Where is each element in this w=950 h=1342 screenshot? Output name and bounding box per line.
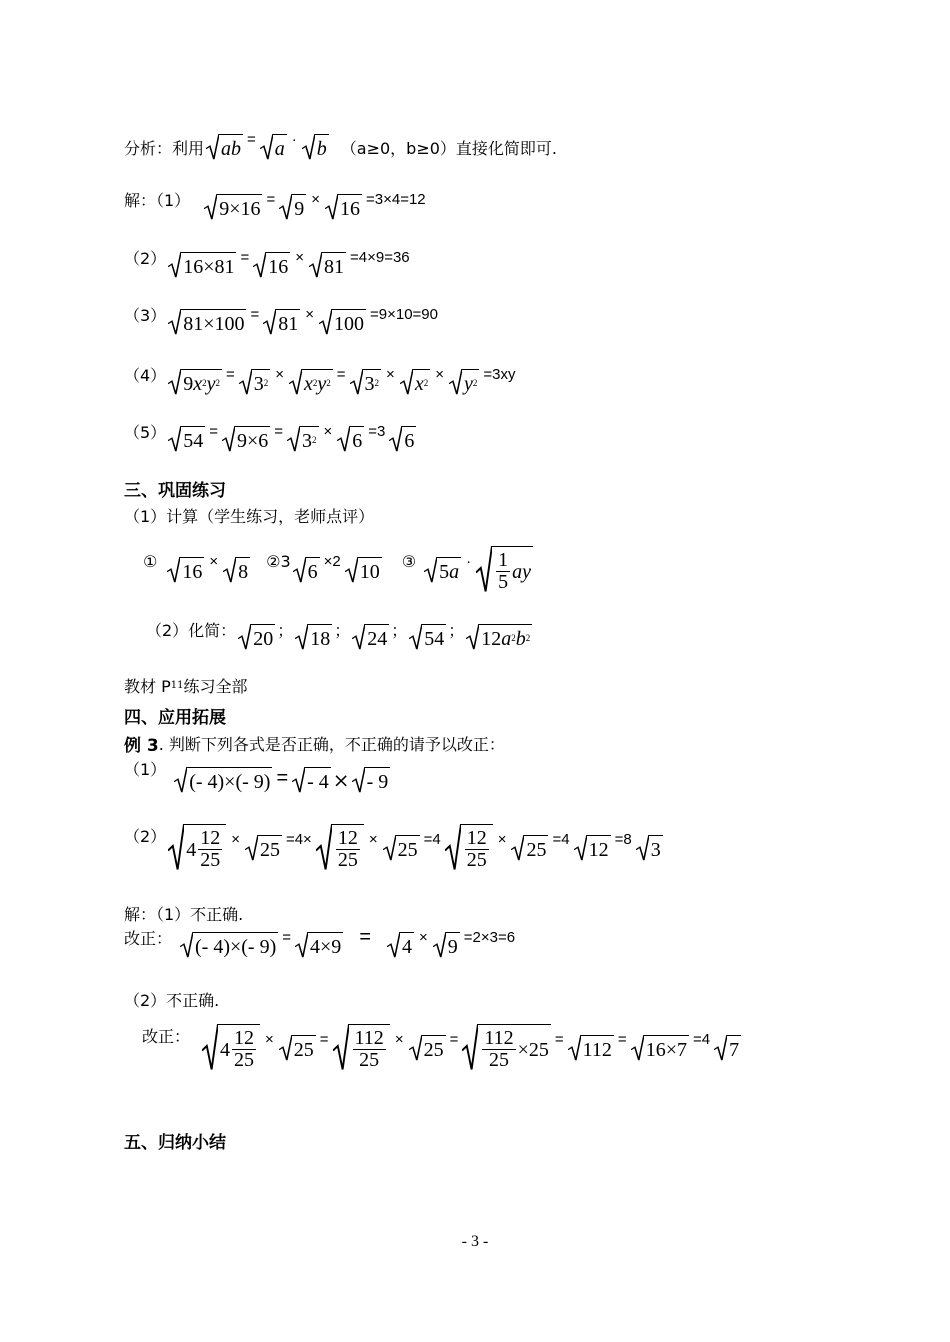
textbook-line <box>124 674 248 697</box>
sqrt-b: b <box>302 134 329 160</box>
section3-item1 <box>124 504 374 527</box>
fix-1-result: =2×3=6 <box>463 928 516 946</box>
practice-calc-line: ① 16 × 8 ②3 6 ×2 10 ③ 5 a · $\frac{1}{5}$ ay <box>143 546 535 593</box>
textbook-sub: 11 <box>170 680 184 691</box>
analysis-condition: （a≥0，b≥0）直接化简即可. <box>340 138 558 158</box>
e2-step-4: =8 <box>614 831 632 848</box>
solution-e1 <box>124 902 243 925</box>
item-num-2: （2） <box>124 248 167 268</box>
solution-e2 <box>124 988 219 1011</box>
analysis-line: 分析：利用 ab = a · b （a≥0，b≥0）直接化简即可. <box>124 130 558 160</box>
solution-3: （3） 81×100 = 81 × 100 =9×10=90 <box>124 309 440 335</box>
fix-1-label: 改正： <box>124 928 173 948</box>
circle-1: ① <box>143 552 158 571</box>
practice-item-1: （1）计算（学生练习，老师点评） <box>124 507 375 526</box>
separator: ； <box>334 620 351 640</box>
sqrt-ab: ab <box>206 134 243 160</box>
example-label: 例 3 <box>124 736 159 756</box>
result-5: =3 <box>368 422 386 440</box>
practice-item-2: （2）化简： <box>146 620 237 640</box>
circle-2: ②3 <box>266 552 291 571</box>
example-1: （1） (- 4)×(- 9) = - 4 × - 9 <box>124 767 392 793</box>
fix-2-label: 改正： <box>142 1027 191 1046</box>
example-line <box>124 731 505 756</box>
item-num-4: （4） <box>124 365 167 385</box>
section3-heading <box>124 476 226 501</box>
heading-3: 三、巩固练习 <box>124 481 226 501</box>
sqrt-a: a <box>260 134 287 160</box>
example-num-2: （2） <box>124 827 167 846</box>
e2-step-3: =4 <box>552 831 570 848</box>
section4-heading <box>124 703 226 728</box>
solution-label: 解：（1） <box>124 190 191 210</box>
result-1: =3×4=12 <box>366 190 426 208</box>
item-num-3: （3） <box>124 305 167 325</box>
example-text: . 判断下列各式是否正确，不正确的请予以改正： <box>158 735 505 754</box>
sol-1-label: 解：（1）不正确. <box>124 905 244 924</box>
sol-2-label: （2）不正确. <box>124 991 220 1010</box>
fix-2-end: =4 <box>692 1031 711 1048</box>
result-3: =9×10=90 <box>370 305 438 323</box>
practice-simplify-line: （2）化简： 20 ； 18 ； 24 ； 54 ； 12 a 2 b 2 <box>146 624 534 650</box>
solution-2: （2） 16×81 = 16 × 81 =4×9=36 <box>124 252 412 278</box>
times-2: ×2 <box>323 553 341 570</box>
textbook-post: 练习全部 <box>183 677 248 696</box>
e2-step-2: =4 <box>423 831 441 848</box>
separator: ； <box>391 620 408 640</box>
page-number: - 3 - <box>461 1233 489 1250</box>
solution-4: （4） 9 x 2 y 2 = 3 2 × x 2 y 2 = 3 2 × x 2 × y 2 =3xy <box>124 369 517 395</box>
textbook-pre: 教材 P <box>124 677 171 696</box>
analysis-prefix: 分析：利用 <box>124 138 205 158</box>
separator: ； <box>277 620 294 640</box>
example-num-1: （1） <box>124 759 167 779</box>
e2-step-1: =4× <box>285 831 312 848</box>
result-2: =4×9=36 <box>350 248 410 266</box>
example-2: （2） 4 $\frac{12}{25}$ × 25 =4× $\frac{12}{25}$ × 25 =4 $\frac{12}{25}$ × 25 =4 12 =8 3 <box>124 824 665 871</box>
fix-1: 改正： (- 4)×(- 9) = 4×9 = 4 × 9 =2×3=6 <box>124 925 516 958</box>
result-4: =3xy <box>483 365 516 383</box>
item-num-5: （5） <box>124 422 167 442</box>
solution-1: 解：（1） 9×16 = 9 × 16 =3×4=12 <box>124 194 428 220</box>
solution-5: （5） 54 = 9×6 = 3 2 × 6 =3 6 <box>124 426 418 452</box>
heading-5: 五、归纳小结 <box>124 1133 226 1153</box>
section5-heading <box>124 1128 226 1153</box>
circle-3: ③ <box>401 552 417 571</box>
fix-2: 改正： 4 $\frac{12}{25}$ × 25 = $\frac{112}{25}$ × 25 = $\frac{112}{25}$ ×25 = 112 = 16×7 =4 7 <box>142 1024 743 1071</box>
separator: ； <box>448 620 465 640</box>
heading-4: 四、应用拓展 <box>124 708 226 728</box>
